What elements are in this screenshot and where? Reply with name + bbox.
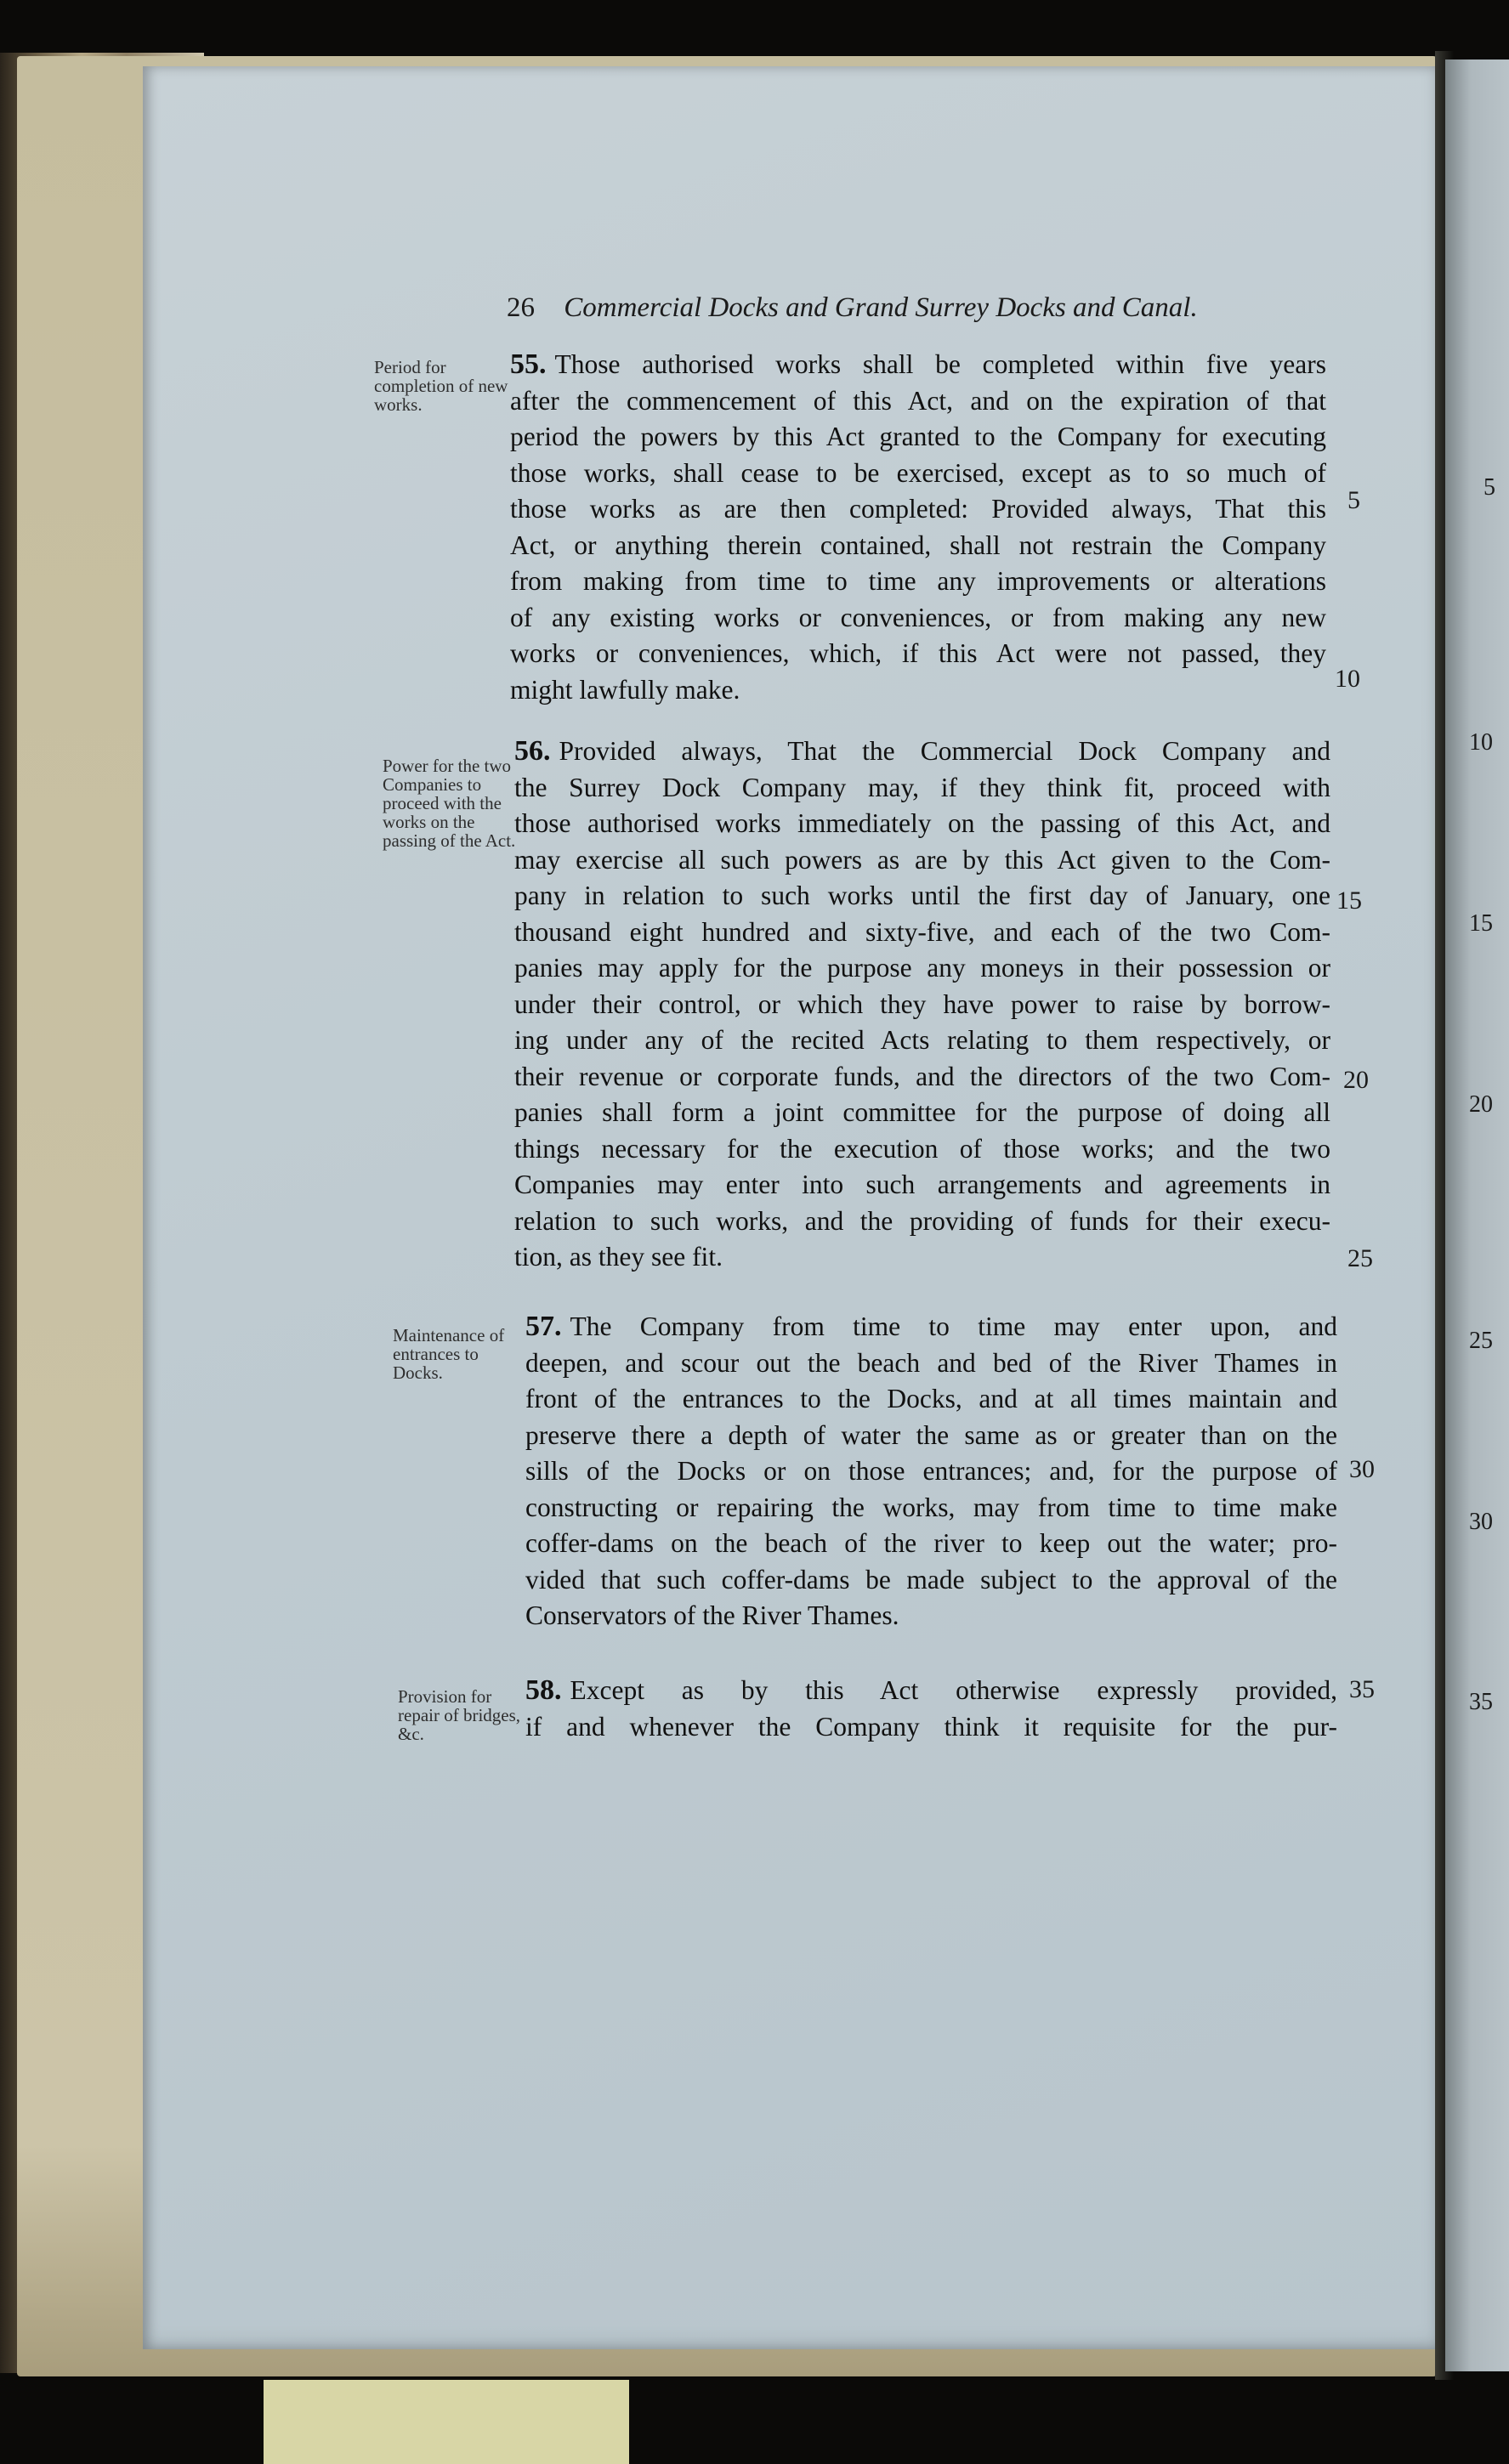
bookmark-strip <box>264 2380 629 2464</box>
side-note-57: Maintenance of entrances to Docks. <box>393 1325 505 1383</box>
page-number: 26 <box>507 292 535 323</box>
section-57: 57. The Company from time to time may enter upon, and deepen, and scour out the beach and bed of the River Thames in front of the entrances to the Docks, and at all times maintain and preserve there a depth of water the same as or greater than on the sills of the Docks or on those entrances; and, for the purpose of constructing or repairing the works, may from time to time make coffer-dams on the beach of the river to keep out the water; pro- vided that such coffer-dams be made subject to the approval of the Conservators of the River Thames. <box>525 1311 1337 1630</box>
section-56: 56. Provided always, That the Commercial Dock Company and the Surrey Dock Company may, if they think fit, proceed with those authorised works immediately on the passing of this Act, and may exercise all such powers as are by this Act given to the Com- pany in relation to such works until the first day of January, one thousand eight hundred and sixty-five, and each of the two Com- panies may apply for the purpose any moneys in their possession or under their control, or which they have power to raise by borrow- ing under any of the recited Acts relating to them respectively, or their revenue or corporate funds, and the directors of the two Com- panies shall form a joint committee for the purpose of doing all things necessary for the execution of those works; and the two Companies may enter into such arrangements and agreements in relation to such works, and the providing of funds for their execu- tion, as they see fit. <box>514 735 1330 1272</box>
section-number: 55. <box>510 348 547 380</box>
running-head <box>507 292 1297 324</box>
next-page-line-number: 15 <box>1469 910 1493 937</box>
side-note-55: Period for completion of new works. <box>374 357 508 415</box>
side-note-58: Provision for repair of bridges, &c. <box>398 1686 521 1744</box>
next-page-line-number: 30 <box>1469 1509 1493 1535</box>
next-page-line-number: 10 <box>1469 729 1493 756</box>
line-number: 20 <box>1343 1066 1369 1094</box>
line-number: 15 <box>1336 886 1362 915</box>
next-page-edge <box>1445 59 1509 2371</box>
next-page-line-number: 35 <box>1469 1689 1493 1715</box>
section-number: 58. <box>525 1674 562 1706</box>
section-55: 55. Those authorised works shall be completed within five years after the commencement of this Act, and on the expiration of that period the powers by this Act granted to the Company for executing those works, shall cease to be exercised, except as to so much of those works as are then completed: Provided always, That this Act, or anything therein contained, shall not restrain the Company from making from time to time any improvements or alterations of any existing works or conveniences, or from making any new works or conveniences, which, if this Act were not passed, they might lawfully make. <box>510 348 1326 705</box>
page-title: Commercial Docks and Grand Surrey Docks and Canal. <box>564 292 1198 323</box>
next-page-line-number: 20 <box>1469 1091 1493 1118</box>
line-number: 10 <box>1335 665 1360 693</box>
section-number: 57. <box>525 1311 562 1342</box>
line-number: 30 <box>1349 1455 1375 1483</box>
line-number: 5 <box>1347 486 1360 514</box>
section-number: 56. <box>514 735 551 767</box>
line-number: 35 <box>1349 1675 1375 1703</box>
next-page-line-number: 5 <box>1483 474 1495 501</box>
line-number: 25 <box>1347 1244 1373 1272</box>
section-58: 58. Except as by this Act otherwise expressly provided, if and whenever the Company think it requisite for the pur- <box>525 1674 1337 1742</box>
next-page-line-number: 25 <box>1469 1328 1493 1354</box>
side-note-56: Power for the two Companies to proceed with the works on the passing of the Act. <box>383 756 516 851</box>
